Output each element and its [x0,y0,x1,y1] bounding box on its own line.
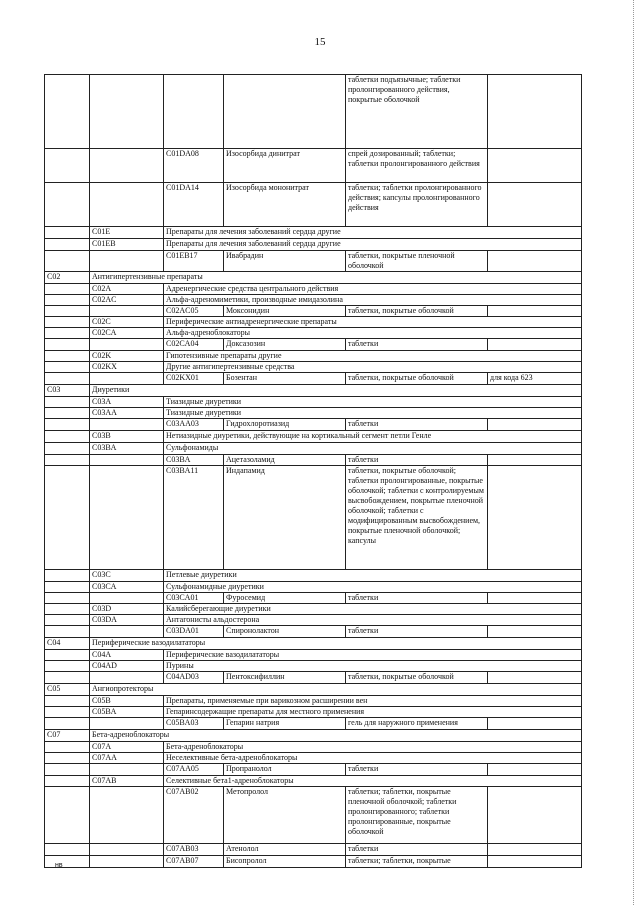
table-row [45,614,581,625]
table-cell [45,593,89,603]
table-cell: таблетки [345,419,487,430]
table-cell: Калийсберегающие диуретики [163,604,581,614]
table-cell [89,455,163,465]
table-cell: Изосорбида мононитрат [223,183,345,226]
page-number: 15 [314,36,326,48]
table-cell [45,650,89,660]
table-cell: Бисопролол [223,856,345,867]
table-cell [89,626,163,637]
table-cell [45,75,89,148]
table-row [45,717,581,729]
table-cell: Метопролол [223,787,345,843]
table-cell: Сульфонамиды [163,443,581,454]
table-cell [45,373,89,384]
table-cell: C03D [89,604,163,614]
table-cell: C03B [89,431,163,442]
table-cell [45,466,89,569]
table-cell: Периферические вазодилататоры [163,650,581,660]
table-row [45,442,581,454]
table-cell [45,419,89,430]
table-cell [45,239,89,250]
table-row [45,763,581,775]
table-row [45,226,581,238]
table-cell: Петлевые диуретики [163,570,581,581]
table-cell [45,227,89,238]
table-row [45,338,581,350]
table-row [45,786,581,843]
table-cell [487,339,581,350]
table-cell: Периферические вазодилататоры [89,638,581,649]
table-row [45,603,581,614]
table-row [45,637,581,649]
table-cell: C07AA05 [163,764,223,775]
table-cell: Изосорбида динитрат [223,149,345,182]
table-cell: Атенолол [223,844,345,855]
table-cell [89,718,163,729]
table-cell [89,466,163,569]
table-cell: Индапамид [223,466,345,569]
table-cell: таблетки; таблетки, покрытые пленочной оболочкой; таблетки пролонгированного; таблетки пролонгированные, покрытые оболочкой [345,787,487,843]
table-cell: Пурины [163,661,581,671]
table-row [45,430,581,442]
table-cell [89,339,163,350]
table-row [45,855,581,867]
table-row [45,294,581,305]
table-row [45,465,581,569]
table-cell: Гипотензивные препараты другие [163,351,581,361]
table-cell [45,295,89,305]
table-cell [45,306,89,316]
table-row [45,327,581,338]
table-row [45,238,581,250]
table-row [45,372,581,384]
table-cell: C02K [89,351,163,361]
table-cell: C03BA11 [163,466,223,569]
table-cell [45,351,89,361]
table-cell [487,593,581,603]
table-row [45,384,581,396]
table-cell: C03DA [89,615,163,625]
table-cell [89,306,163,316]
table-cell [45,615,89,625]
table-cell [89,856,163,867]
table-cell: C03C [89,570,163,581]
table-cell: C03CA [89,582,163,592]
table-cell [487,787,581,843]
table-row [45,182,581,226]
table-cell [45,787,89,843]
table-cell: Ангиопротекторы [89,684,581,695]
table-cell [45,626,89,637]
table-cell: C03CA01 [163,593,223,603]
table-cell: Бозентан [223,373,345,384]
table-row [45,283,581,294]
table-row [45,454,581,465]
table-cell: таблетки [345,455,487,465]
table-cell [45,408,89,418]
table-cell: Тиазидные диуретики [163,397,581,407]
table-row [45,671,581,683]
table-cell [223,75,345,148]
table-cell: таблетки, покрытые оболочкой [345,672,487,683]
table-cell: Бета-адреноблокаторы [163,742,581,752]
table-cell: таблетки подъязычные; таблетки пролонгированного действия, покрытые оболочкой [345,75,487,148]
table-cell: C04A [89,650,163,660]
table-cell: таблетки; таблетки пролонгированного действия; капсулы пролонгированного действия [345,183,487,226]
table-cell: Препараты для лечения заболеваний сердца другие [163,227,581,238]
table-cell: C01EB [89,239,163,250]
table-row [45,741,581,752]
table-cell [89,787,163,843]
table-cell: таблетки [345,593,487,603]
table-cell [487,306,581,316]
table-cell: Тиазидные диуретики [163,408,581,418]
table-cell [487,672,581,683]
table-cell: C02KX01 [163,373,223,384]
table-cell [45,284,89,294]
table-cell: C05BA [89,707,163,717]
table-cell [89,672,163,683]
table-cell: Нетиазидные диуретики, действующие на кортикальный сегмент петли Генле [163,431,581,442]
table-cell [89,251,163,271]
table-cell: C02C [89,317,163,327]
table-cell: C03A [89,397,163,407]
table-cell: C01DA14 [163,183,223,226]
table-cell: Селективные бета1-адреноблокаторы [163,776,581,786]
table-cell [45,362,89,372]
table-cell [45,328,89,338]
table-cell [45,339,89,350]
table-cell: C02CA04 [163,339,223,350]
table-cell: таблетки, покрытые пленочной оболочкой [345,251,487,271]
table-row [45,316,581,327]
table-cell [45,443,89,454]
table-cell [45,856,89,867]
table-cell [45,696,89,706]
table-cell [89,373,163,384]
table-cell [45,707,89,717]
table-cell: таблетки [345,626,487,637]
table-row [45,752,581,763]
table-cell: C03BA [163,455,223,465]
table-row [45,271,581,283]
table-cell: Препараты для лечения заболеваний сердца другие [163,239,581,250]
table-cell [45,570,89,581]
table-cell: Альфа-адреномиметики, производные имидазолина [163,295,581,305]
table-cell [487,251,581,271]
table-cell: Адренергические средства центрального действия [163,284,581,294]
table-cell [89,149,163,182]
table-cell: C04 [47,638,61,647]
table-row [45,396,581,407]
table-cell [487,183,581,226]
table-cell: Альфа-адреноблокаторы [163,328,581,338]
table-cell: C02KX [89,362,163,372]
table-cell: C05 [47,684,61,693]
table-cell [45,844,89,855]
table-cell [45,764,89,775]
table-cell: таблетки; таблетки, покрытые [345,856,487,867]
table-cell: Диуретики [89,385,581,396]
table-row [45,649,581,660]
table-cell [45,431,89,442]
table-cell: C01E [89,227,163,238]
table-cell: C07AB07 [163,856,223,867]
table-row [45,843,581,855]
table-cell: Гидрохлоротиазид [223,419,345,430]
table-cell: Гепаринсодержащие препараты для местного применения [163,707,581,717]
table-cell [89,593,163,603]
table-cell [45,661,89,671]
table-cell [45,183,89,226]
table-cell: таблетки [345,339,487,350]
table-row [45,569,581,581]
table-cell: C07AB02 [163,787,223,843]
table-cell: Антигипертензивные препараты [89,272,581,283]
table-row [45,305,581,316]
scan-edge [632,0,634,905]
table-cell: C01EB17 [163,251,223,271]
table-row [45,418,581,430]
table-cell [487,764,581,775]
table-cell [45,582,89,592]
table-row [45,407,581,418]
table-row [45,706,581,717]
table-cell: Препараты, применяемые при варикозном расширении вен [163,696,581,706]
table-cell: Гепарин натрия [223,718,345,729]
table-cell: C04AD [89,661,163,671]
table-cell [89,419,163,430]
table-cell: таблетки, покрытые оболочкой [345,373,487,384]
table-cell [89,75,163,148]
table-cell: для кода 623 [487,373,581,384]
table-cell [45,776,89,786]
table-cell: C03DA01 [163,626,223,637]
table-cell: Бета-адреноблокаторы [89,730,581,741]
table-row [45,592,581,603]
table-cell: Пентоксифиллин [223,672,345,683]
table-row [45,695,581,706]
table-cell: C03AA03 [163,419,223,430]
table-cell: C03AA [89,408,163,418]
table-row [45,361,581,372]
table-cell: C03 [47,385,61,394]
footer-mark: нв [55,862,63,869]
table-cell: C07AB [89,776,163,786]
table-cell: Моксонидин [223,306,345,316]
table-row [45,148,581,182]
table-cell [45,397,89,407]
table-cell: C07AB03 [163,844,223,855]
table-cell: таблетки [345,844,487,855]
table-cell: Сульфонамидные диуретики [163,582,581,592]
table-cell [163,75,223,148]
table-cell [45,742,89,752]
table-cell: C07AA [89,753,163,763]
table-cell: C04AD03 [163,672,223,683]
table-cell [45,251,89,271]
table-cell: C02 [47,272,61,281]
table-row [45,683,581,695]
table-cell: таблетки [345,764,487,775]
table-cell: таблетки, покрытые оболочкой; таблетки пролонгированные, покрытые оболочкой; таблетки с контролируемым высвобождением, покрытые пленочной оболочкой; таблетки с модифицированным высвобождением, покрытые пленочной оболочкой; капсулы [345,466,487,569]
table-cell [45,455,89,465]
table-cell: Другие антигипертензивные средства [163,362,581,372]
table-cell: C05B [89,696,163,706]
table-row [45,74,581,148]
table-row [45,625,581,637]
table-cell [487,75,581,148]
table-cell: C01DA08 [163,149,223,182]
table-cell [487,455,581,465]
table-cell: C03BA [89,443,163,454]
table-cell [487,856,581,867]
table-cell [45,149,89,182]
table-cell: C02A [89,284,163,294]
table-cell: C02CA [89,328,163,338]
table-cell [487,844,581,855]
table-cell [89,764,163,775]
table-cell: Антагонисты альдостерона [163,615,581,625]
table-cell [487,466,581,569]
table-cell: Ацетазоламид [223,455,345,465]
table-row [45,729,581,741]
table-cell: C05BA03 [163,718,223,729]
table-cell: спрей дозированный; таблетки; таблетки пролонгированного действия [345,149,487,182]
table-cell [89,183,163,226]
table-row [45,660,581,671]
table-cell: Неселективные бета-адреноблокаторы [163,753,581,763]
table-cell [45,718,89,729]
table-row [45,250,581,271]
table-cell: Пропранолол [223,764,345,775]
table-cell: C07A [89,742,163,752]
table-cell [487,149,581,182]
table-cell: таблетки, покрытые оболочкой [345,306,487,316]
table-cell: Спиронолактон [223,626,345,637]
table-cell [45,317,89,327]
table-cell: C02AC05 [163,306,223,316]
table-cell [487,419,581,430]
table-cell: гель для наружного применения [345,718,487,729]
table-cell [45,672,89,683]
table-row [45,581,581,592]
table-cell: Фуросемид [223,593,345,603]
table-cell: Периферические антиадренергические препараты [163,317,581,327]
table-cell: C02AC [89,295,163,305]
drug-classification-table [44,74,582,868]
table-cell: Ивабрадин [223,251,345,271]
table-cell: C07 [47,730,61,739]
table-cell [487,718,581,729]
table-cell [487,626,581,637]
table-row [45,350,581,361]
table-row [45,775,581,786]
table-cell [45,604,89,614]
table-cell [89,844,163,855]
table-cell [45,753,89,763]
table-cell: Доксазозин [223,339,345,350]
